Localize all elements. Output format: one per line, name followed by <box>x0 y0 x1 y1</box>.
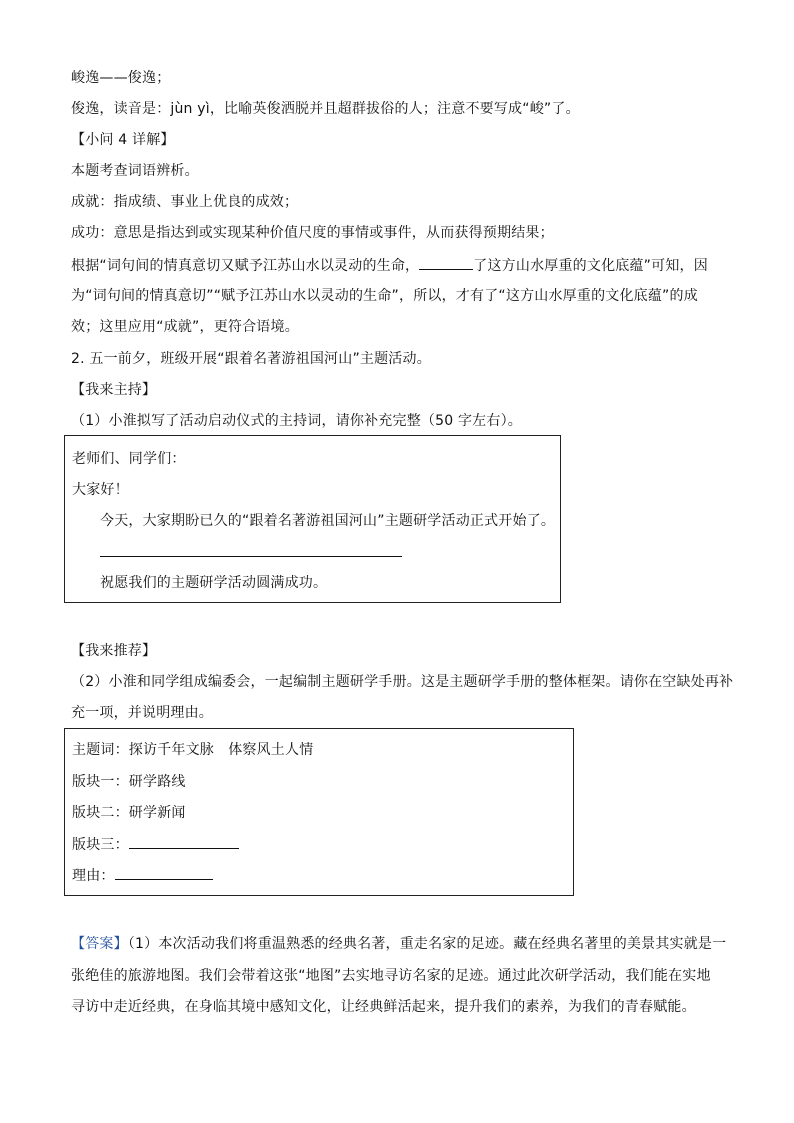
text-segment: （1）本次活动我们将重温熟悉的经典名著，重走名家的足迹。藏在经典名著里的美景其实就是一 <box>127 936 727 952</box>
answer-line: 寻访中走近经典，在身临其境中感知文化，让经典鲜活起来，提升我们的素养，为我们的青春赋能。 <box>71 999 696 1015</box>
text-line: 成就：指成绩、事业上优良的成效； <box>71 194 299 210</box>
text-line: 成功：意思是指达到或实现某种价值尺度的事情或事件，从而获得预期结果； <box>71 225 554 241</box>
text-line: 俊逸，读音是：jùn yì，比喻英俊洒脱并且超群拔俗的人；注意不要写成“峻”了。 <box>71 101 580 117</box>
question-text: 充一项，并说明理由。 <box>71 705 213 721</box>
host-speech-box <box>64 435 561 603</box>
question-text: （2）小淮和同学组成编委会，一起编制主题研学手册。这是主题研学手册的整体框架。请你在空缺处再补 <box>71 674 734 690</box>
box-line: 老师们、同学们： <box>72 451 186 467</box>
answer-line: 张绝佳的旅游地图。我们会带着这张“地图”去实地寻访名家的足迹。通过此次研学活动，我们能在实地 <box>71 968 711 984</box>
text-line: 本题考查词语辨析。 <box>71 163 199 179</box>
text-line <box>71 255 708 276</box>
box-line: 版块二：研学新闻 <box>72 805 186 821</box>
text-line: 峻逸——俊逸； <box>71 70 171 86</box>
section-header: 【我来推荐】 <box>71 643 157 659</box>
text-segment: 了这方山水厚重的文化底蕴”可知，因 <box>473 258 708 274</box>
answer-blank <box>100 556 402 557</box>
text-segment: 理由： <box>72 868 115 884</box>
box-line: 大家好！ <box>72 482 129 498</box>
text-segment: 根据“词句间的情真意切又赋予江苏山水以灵动的生命， <box>71 258 420 274</box>
box-line <box>72 834 239 855</box>
box-line: 版块一：研学路线 <box>72 774 186 790</box>
text-segment: 版块三： <box>72 837 129 853</box>
box-line: 主题词：探访千年文脉 体察风土人情 <box>72 742 314 758</box>
answer-label: 【答案】 <box>71 936 128 952</box>
answer-blank <box>419 255 473 270</box>
box-line: 祝愿我们的主题研学活动圆满成功。 <box>100 575 328 591</box>
handbook-frame-box <box>64 728 574 896</box>
question-intro: 2. 五一前夕，班级开展“跟着名著游祖国河山”主题活动。 <box>71 351 431 367</box>
section-header: 【我来主持】 <box>71 382 157 398</box>
box-line <box>72 865 213 886</box>
section-header: 【小问 4 详解】 <box>71 132 175 148</box>
text-line: 为“词句间的情真意切”“赋予江苏山水以灵动的生命”，所以，才有了“这方山水厚重的文化底蕴”的成 <box>71 288 698 304</box>
answer-line <box>71 934 726 954</box>
text-line: 效；这里应用“成就”，更符合语境。 <box>71 319 299 335</box>
box-line: 今天，大家期盼已久的“跟着名著游祖国河山”主题研学活动正式开始了。 <box>100 513 556 529</box>
answer-blank <box>115 865 213 880</box>
answer-blank <box>129 834 239 849</box>
question-text: （1）小淮拟写了活动启动仪式的主持词，请你补充完整（50 字左右）。 <box>71 413 522 429</box>
